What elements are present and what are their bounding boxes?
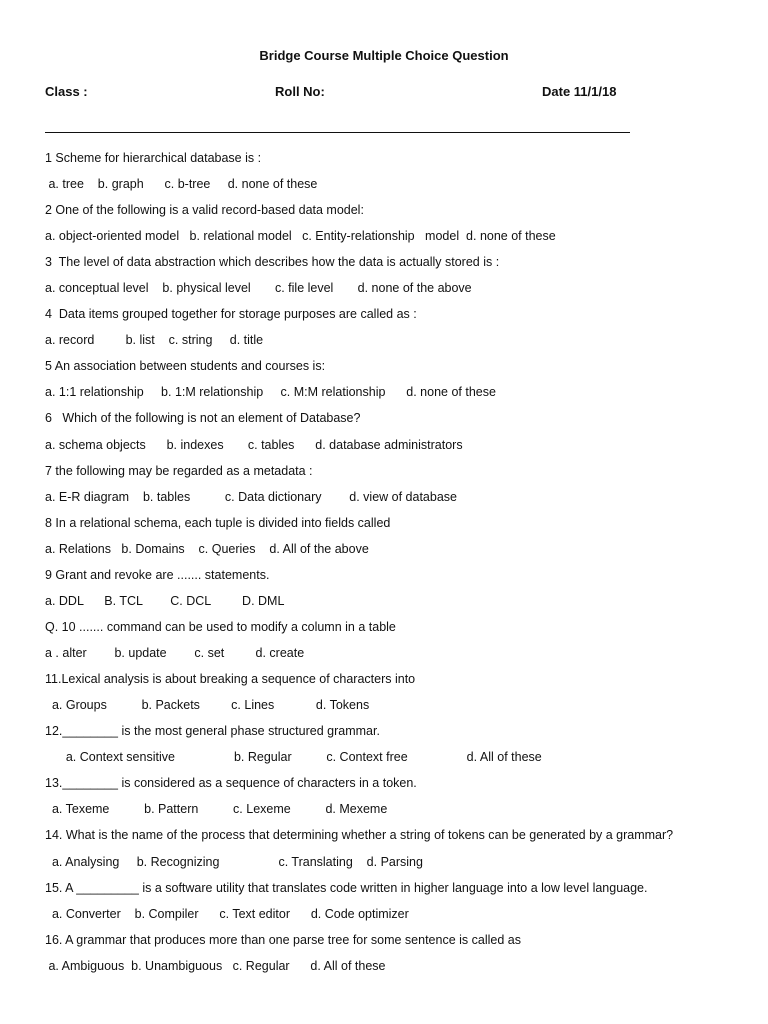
question-4: 4 Data items grouped together for storage purposes are called as : — [45, 307, 417, 321]
options-7: a. E-R diagram b. tables c. Data dictionary d. view of database — [45, 490, 457, 504]
question-15: 15. A _________ is a software utility that translates code written in higher language into a low level language. — [45, 881, 648, 895]
options-12: a. Context sensitive b. Regular c. Context free d. All of these — [45, 750, 542, 764]
question-3: 3 The level of data abstraction which describes how the data is actually stored is : — [45, 255, 500, 269]
options-11: a. Groups b. Packets c. Lines d. Tokens — [45, 698, 370, 712]
header-divider — [45, 132, 630, 133]
options-9: a. DDL B. TCL C. DCL D. DML — [45, 594, 285, 608]
options-10: a . alter b. update c. set d. create — [45, 646, 305, 660]
question-2: 2 One of the following is a valid record-based data model: — [45, 203, 364, 217]
question-1: 1 Scheme for hierarchical database is : — [45, 151, 262, 165]
question-10: Q. 10 ....... command can be used to modify a column in a table — [45, 620, 396, 634]
question-12: 12.________ is the most general phase structured grammar. — [45, 724, 380, 738]
roll-no-label: Roll No: — [275, 84, 325, 99]
question-14: 14. What is the name of the process that determining whether a string of tokens can be generated by a grammar? — [45, 828, 674, 842]
options-13: a. Texeme b. Pattern c. Lexeme d. Mexeme — [45, 802, 388, 816]
options-3: a. conceptual level b. physical level c. file level d. none of the above — [45, 281, 472, 295]
question-6: 6 Which of the following is not an element of Database? — [45, 411, 361, 425]
question-11: 11.Lexical analysis is about breaking a sequence of characters into — [45, 672, 416, 686]
question-7: 7 the following may be regarded as a metadata : — [45, 464, 313, 478]
question-8: 8 In a relational schema, each tuple is divided into fields called — [45, 516, 391, 530]
question-13: 13.________ is considered as a sequence of characters in a token. — [45, 776, 417, 790]
options-14: a. Analysing b. Recognizing c. Translating d. Parsing — [45, 855, 423, 869]
options-6: a. schema objects b. indexes c. tables d. database administrators — [45, 438, 463, 452]
options-16: a. Ambiguous b. Unambiguous c. Regular d. All of these — [45, 959, 386, 973]
question-5: 5 An association between students and courses is: — [45, 359, 326, 373]
options-8: a. Relations b. Domains c. Queries d. All of the above — [45, 542, 369, 556]
options-2: a. object-oriented model b. relational model c. Entity-relationship model d. none of these — [45, 229, 556, 243]
options-5: a. 1:1 relationship b. 1:M relationship c. M:M relationship d. none of these — [45, 385, 496, 399]
question-16: 16. A grammar that produces more than one parse tree for some sentence is called as — [45, 933, 521, 947]
options-4: a. record b. list c. string d. title — [45, 333, 264, 347]
date-label: Date 11/1/18 — [542, 84, 617, 99]
options-15: a. Converter b. Compiler c. Text editor d. Code optimizer — [45, 907, 409, 921]
class-label: Class : — [45, 84, 88, 99]
question-9: 9 Grant and revoke are ....... statements. — [45, 568, 270, 582]
page-title: Bridge Course Multiple Choice Question — [259, 48, 509, 63]
options-1: a. tree b. graph c. b-tree d. none of these — [45, 177, 318, 191]
